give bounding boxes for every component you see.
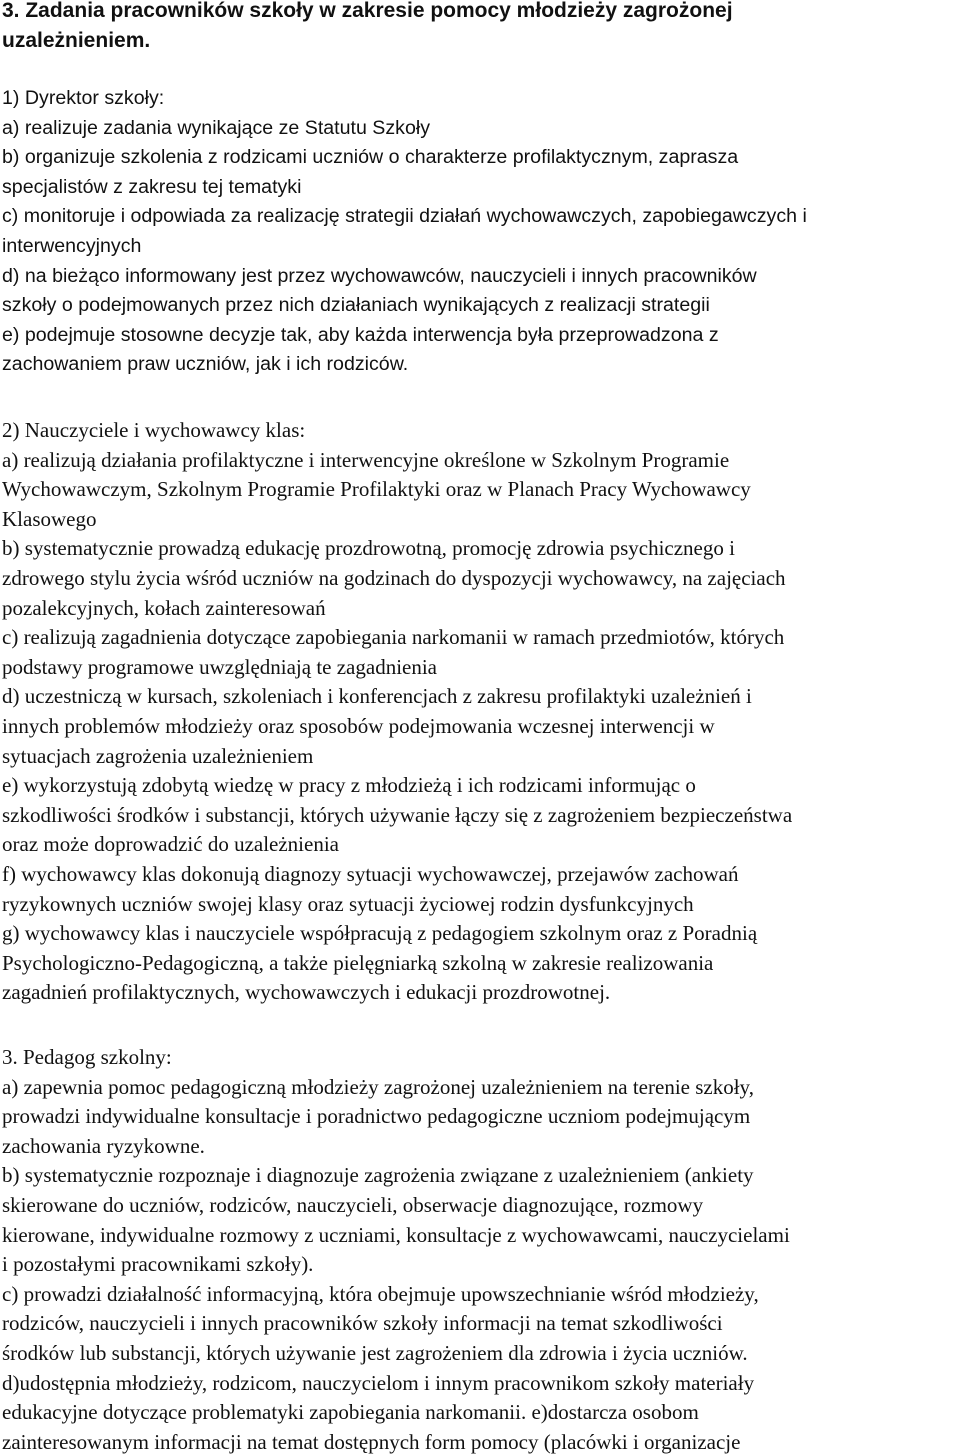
list-item: Psychologiczno-Pedagogiczną, a także pielęgniarką szkolną w zakresie realizowania — [2, 950, 714, 975]
list-item: zachowaniem praw uczniów, jak i ich rodziców. — [2, 353, 409, 376]
section-heading — [2, 0, 954, 55]
section-title-teachers: 2) Nauczyciele i wychowawcy klas: — [2, 418, 306, 442]
list-item: specjalistów z zakresu tej tematyki — [2, 175, 302, 198]
list-item: ryzykownych uczniów swojej klasy oraz sytuacji życiowej rodzin dysfunkcyjnych — [2, 891, 694, 916]
list-item: środków lub substancji, których używanie jest zagrożeniem dla zdrowia i życia uczniów. — [2, 1340, 748, 1365]
list-item: szkoły o podejmowanych przez nich działaniach wynikających z realizacji strategii — [2, 294, 710, 317]
list-item: innych problemów młodzieży oraz sposobów podejmowania wczesnej interwencji w — [2, 713, 715, 738]
list-item: e) wykorzystują zdobytą wiedzę w pracy z młodzieżą i ich rodzicami informując o — [2, 773, 696, 798]
list-item: pozalekcyjnych, kołach zainteresowań — [2, 595, 326, 620]
section-title-pedagogue: 3. Pedagog szkolny: — [2, 1045, 172, 1069]
list-item: zachowania ryzykowne. — [2, 1133, 205, 1158]
list-item: b) systematycznie rozpoznaje i diagnozuje zagrożenia związane z uzależnieniem (ankiety — [2, 1163, 754, 1188]
list-item: b) organizuje szkolenia z rodzicami uczniów o charakterze profilaktycznym, zaprasza — [2, 146, 739, 169]
section-pedagogue — [2, 1043, 958, 1456]
list-item: sytuacjach zagrożenia uzależnieniem — [2, 743, 314, 768]
section-director — [2, 84, 958, 380]
list-item: kierowane, indywidualne rozmowy z uczniami, konsultacje z wychowawcami, nauczycielami — [2, 1222, 790, 1247]
list-item: interwencyjnych — [2, 234, 142, 257]
section-title-director: 1) Dyrektor szkoły: — [2, 87, 165, 109]
list-item: szkodliwości środków i substancji, których używanie łączy się z zagrożeniem bezpieczeństwa — [2, 802, 793, 827]
list-item: prowadzi indywidualne konsultacje i poradnictwo pedagogiczne uczniom podejmującym — [2, 1104, 751, 1129]
list-item: oraz może doprowadzić do uzależnienia — [2, 832, 339, 857]
list-item: a) realizuje zadania wynikające ze Statutu Szkoły — [2, 116, 431, 139]
list-item: c) prowadzi działalność informacyjną, która obejmuje upowszechnianie wśród młodzieży, — [2, 1281, 759, 1306]
list-item: Klasowego — [2, 506, 97, 531]
list-item: c) realizują zagadnienia dotyczące zapobiegania narkomanii w ramach przedmiotów, których — [2, 625, 785, 650]
list-item: zdrowego stylu życia wśród uczniów na godzinach do dyspozycji wychowawcy, na zajęciach — [2, 565, 786, 590]
list-item: e) podejmuje stosowne decyzje tak, aby każda interwencja była przeprowadzona z — [2, 323, 719, 346]
section-teachers — [2, 416, 958, 1008]
list-item: zagadnień profilaktycznych, wychowawczych i edukacji prozdrowotnej. — [2, 980, 611, 1005]
list-item: skierowane do uczniów, rodziców, nauczycieli, obserwacje diagnozujące, rozmowy — [2, 1192, 704, 1217]
list-item: d) uczestniczą w kursach, szkoleniach i konferencjach z zakresu profilaktyki uzależnień i — [2, 684, 752, 709]
list-item: rodziców, nauczycieli i innych pracowników szkoły informacji na temat szkodliwości — [2, 1311, 723, 1336]
list-item: d)udostępnia młodzieży, rodzicom, nauczycielom i innym pracownikom szkoły materiały — [2, 1370, 755, 1395]
list-item: f) wychowawcy klas dokonują diagnozy sytuacji wychowawczej, przejawów zachowań — [2, 861, 739, 886]
list-item: edukacyjne dotyczące problematyki zapobiegania narkomanii. e)dostarcza osobom — [2, 1400, 699, 1425]
list-item: podstawy programowe uwzględniają te zagadnienia — [2, 654, 438, 679]
list-item: b) systematycznie prowadzą edukację prozdrowotną, promocję zdrowia psychicznego i — [2, 536, 735, 561]
heading-line: 3. Zadania pracowników szkoły w zakresie pomocy młodzieży zagrożonej — [2, 0, 733, 22]
list-item: a) realizują działania profilaktyczne i interwencyjne określone w Szkolnym Programie — [2, 447, 730, 472]
list-item: Wychowawczym, Szkolnym Programie Profilaktyki oraz w Planach Pracy Wychowawcy — [2, 477, 751, 502]
list-item: g) wychowawcy klas i nauczyciele współpracują z pedagogiem szkolnym oraz z Poradnią — [2, 921, 758, 946]
list-item: zainteresowanym informacji na temat dostępnych form pomocy (placówki i organizacje — [2, 1429, 741, 1454]
list-item: i pozostałymi pracownikami szkoły). — [2, 1252, 314, 1277]
list-item: c) monitoruje i odpowiada za realizację strategii działań wychowawczych, zapobiegawczych i — [2, 205, 807, 228]
heading-line: uzależnieniem. — [2, 28, 151, 52]
list-item: d) na bieżąco informowany jest przez wychowawców, nauczycieli i innych pracowników — [2, 264, 757, 287]
list-item: a) zapewnia pomoc pedagogiczną młodzieży zagrożonej uzależnieniem na terenie szkoły, — [2, 1074, 754, 1099]
